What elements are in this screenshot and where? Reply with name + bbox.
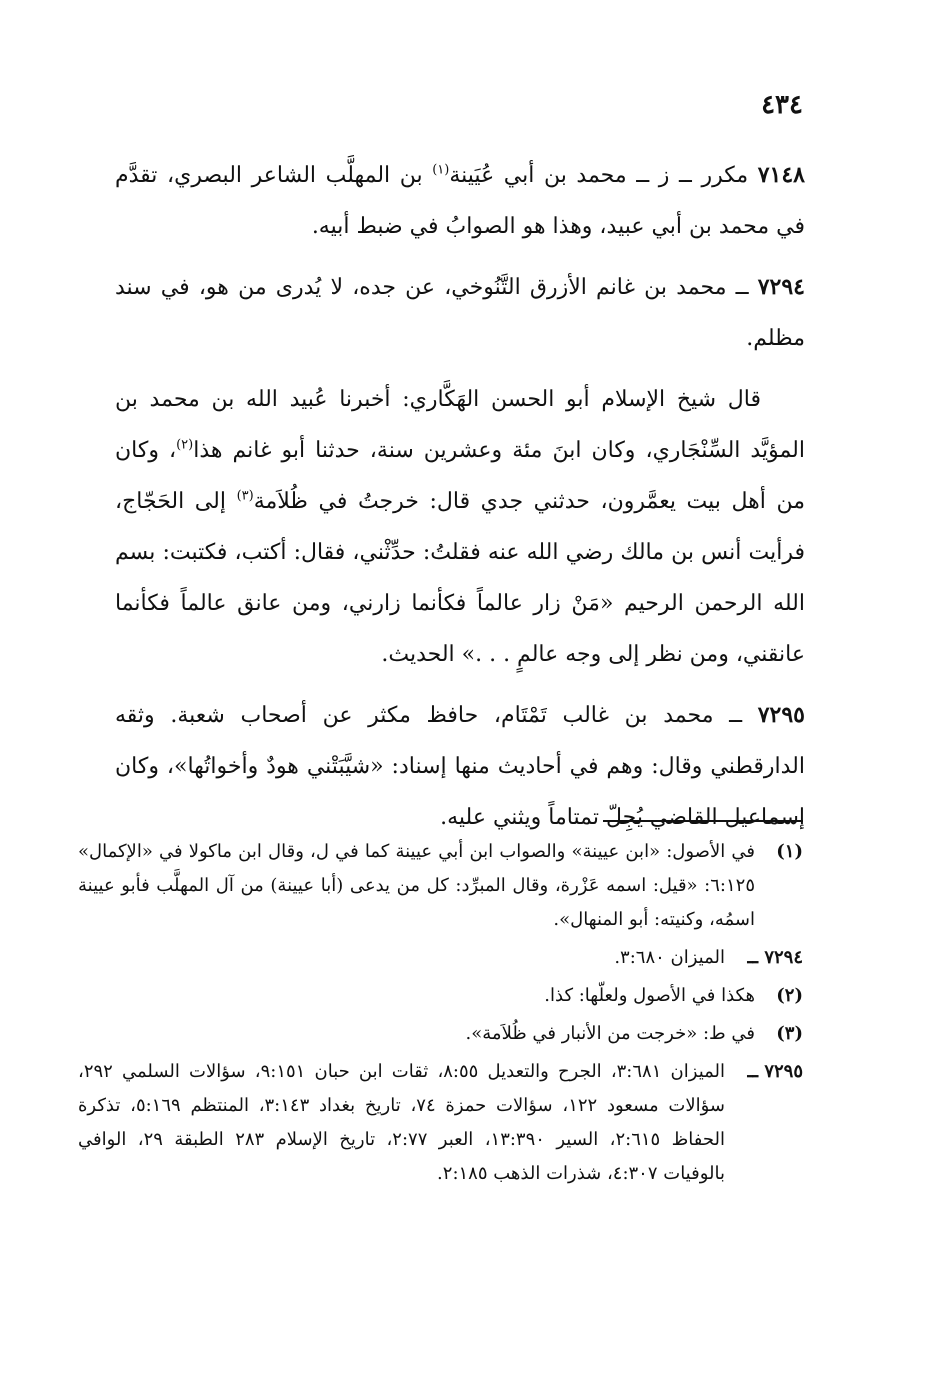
entry-text: بن المهلَّب الشاعر البصري، تقدَّم في محمد بن أبي عبيد، وهذا هو الصوابُ في ضبط أبيه. bbox=[115, 163, 805, 239]
footnotes bbox=[78, 835, 803, 1195]
entry-7294 bbox=[115, 262, 805, 364]
footnote-3 bbox=[78, 1017, 803, 1051]
footnote-ref[interactable]: (٢) bbox=[176, 437, 194, 453]
narration-text: قال شيخ الإسلام أبو الحسن الهَكَّاري: أخبرنا عُبيد الله بن محمد بن المؤيَّد السِّنْجَاري، وكان ابنَ مئة وعشرين سنة، حدثنا أبو غانم هذا bbox=[115, 387, 805, 463]
page-number: ٤٣٤ bbox=[761, 90, 803, 120]
entry-number: ٧٢٩٤ bbox=[757, 274, 805, 300]
footnote-text: هكذا في الأصول ولعلّها: كذا. bbox=[544, 985, 755, 1006]
footnote-ref-7294 bbox=[78, 941, 803, 975]
entry-number: ٧١٤٨ bbox=[757, 162, 805, 188]
footnote-mark: ٧٢٩٥ ــ bbox=[747, 1061, 803, 1082]
footnote-mark: (١) bbox=[776, 841, 803, 862]
narration-text: إلى الحَجّاج، فرأيت أنس بن مالك رضي الله عنه فقلتُ: حدِّثْني، فقال: أكتب، فكتبت: بسم الله الرحمن الرحيم «مَنْ زار عالماً فكأنما زارني، ومن عانق عالماً فكأنما عانقني، ومن نظر إلى وجه عالمٍ . . .» الحديث. bbox=[115, 489, 805, 667]
footnote-text: في الأصول: «ابن عيينة» والصواب ابن أبي عيينة كما في ل، وقال ابن ماكولا في «الإكمال» ٦:١٢٥: «قيل: اسمه عَزْرة، وقال المبرِّد: كل من يدعى (أبا عيينة) من آل المهلَّب فأبو عيينة اسمُه، وكنيته: أبو المنهال». bbox=[78, 841, 755, 930]
entry-number: ٧٢٩٥ bbox=[757, 702, 805, 728]
footnote-mark: (٢) bbox=[776, 985, 803, 1006]
footnote-text: الميزان ٣:٦٨٠. bbox=[614, 947, 725, 968]
footnote-mark: ٧٢٩٤ ــ bbox=[747, 947, 803, 968]
footnote-ref[interactable]: (١) bbox=[432, 162, 450, 178]
footnote-text: الميزان ٣:٦٨١، الجرح والتعديل ٨:٥٥، ثقات ابن حبان ٩:١٥١، سؤالات السلمي ٢٩٢، سؤالات مسعود ١٢٢، سؤالات حمزة ٧٤، تاريخ بغداد ٣:١٤٣، المنتظم ٥:١٦٩، تذكرة الحفاظ ٢:٦١٥، السير ١٣:٣٩٠، العبر ٢:٧٧، تاريخ الإسلام ٢٨٣ الطبقة ٢٩، الوافي بالوفيات ٤:٣٠٧، شذرات الذهب ٢:١٨٥. bbox=[78, 1061, 726, 1184]
footnote-1 bbox=[78, 835, 803, 937]
entry-text: ــ محمد بن غانم الأزرق التَّنُوخي، عن جده، لا يُدرى من هو، في سند مظلم. bbox=[115, 275, 805, 351]
entry-text: ــ محمد بن غالب تَمْتَام، حافظ مكثر عن أصحاب شعبة. وثقه الدارقطني وقال: وهم في أحاديث منها إسناد: «شيَّبَتْني هودٌ وأخواتُها»، وكان إسماعيل القاضي يُجِلّ تمتاماً ويثني عليه. bbox=[115, 703, 805, 830]
footnote-mark: (٣) bbox=[776, 1023, 803, 1044]
footnote-divider bbox=[603, 820, 803, 822]
footnote-ref-7295 bbox=[78, 1055, 803, 1191]
entry-7148 bbox=[115, 150, 805, 252]
entry-7294-narration bbox=[115, 374, 805, 680]
main-text bbox=[115, 150, 805, 853]
entry-text: مكرر ــ ز ــ محمد بن أبي عُيَينة bbox=[449, 163, 758, 188]
footnote-text: في ط: «خرجت من الأنبار في ظُلاَمة». bbox=[465, 1023, 755, 1044]
narration-text: ، وكان من أهل بيت يعمَّرون، حدثني جدي قال: خرجتُ في ظُلاَمة bbox=[115, 438, 805, 514]
footnote-2 bbox=[78, 979, 803, 1013]
footnote-ref[interactable]: (٣) bbox=[236, 488, 254, 504]
